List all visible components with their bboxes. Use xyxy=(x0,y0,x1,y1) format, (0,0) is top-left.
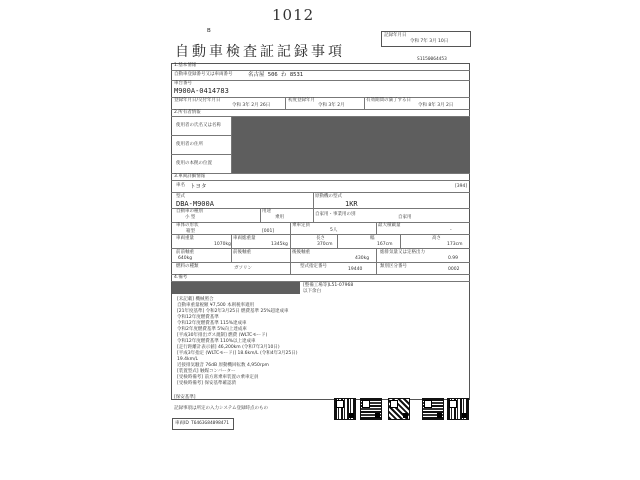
remarks-list xyxy=(177,298,327,388)
maker-value: トヨタ xyxy=(190,184,207,190)
expiry-value: 令和 8年 3月 2日 xyxy=(418,103,454,108)
section4-heading: 4.備考 xyxy=(174,275,188,280)
remark-right-1: [整備工場等]L51-07968 xyxy=(303,283,354,288)
width-label: 幅 xyxy=(370,236,375,241)
form-mark: B xyxy=(207,28,211,34)
remark-line: 近接排気騒音 76dB 原動機回転数 4,950rpm xyxy=(177,363,269,368)
qr-code-icon xyxy=(360,398,382,420)
maker-label: 車名 xyxy=(176,183,185,188)
front-axle-value: 640kg xyxy=(178,256,193,261)
init-reg-value: 令和 3年 2月 xyxy=(318,103,345,108)
remark-line: 令和2年度燃費基準 5%向上達成車 xyxy=(177,327,247,332)
displacement-value: 0.99 xyxy=(448,256,459,261)
max-load-label: 最大積載量 xyxy=(378,223,401,228)
model-label: 型式 xyxy=(176,194,185,199)
section2-heading: 2.所有者情報 xyxy=(174,110,201,115)
chassis-value: M900A-0414783 xyxy=(174,87,229,95)
height-value: 173cm xyxy=(447,242,463,247)
height-label: 高さ xyxy=(432,236,441,241)
record-date-value: 令和 7年 3月 10日 xyxy=(410,39,449,44)
purpose-label: 自家用・事業用の別 xyxy=(315,212,356,217)
car-id-label: 車両ID xyxy=(175,421,189,426)
car-id-value: T6463G84098471 xyxy=(191,421,229,426)
rear-axle-label: 後後軸重 xyxy=(292,250,310,255)
footer-section-note: [保安基準] xyxy=(174,395,196,400)
owner-redaction xyxy=(232,117,470,173)
base-label: 使用の本拠の位置 xyxy=(176,161,212,166)
type-no-value: 19440 xyxy=(348,267,363,272)
remark-line: [平成30年排出ガス規制] 燃費 (WLTCモード) xyxy=(177,333,268,338)
remark-right-2: 以下余白 xyxy=(303,289,321,294)
chassis-label: 車台番号 xyxy=(174,81,192,86)
address-label: 使用者の住所 xyxy=(176,142,203,147)
shape-label: 車体の形状 xyxy=(176,223,199,228)
weight-label: 車両重量 xyxy=(176,236,194,241)
kind-value: 小 型 xyxy=(185,215,196,220)
remark-line: 令和12年度燃費基準 xyxy=(177,315,219,320)
init-reg-label: 初度登録年月 xyxy=(288,98,315,103)
max-load-value: - xyxy=(450,228,452,233)
width-value: 167cm xyxy=(377,242,393,247)
remark-line: [受検時備考] 前方席乗車装置の乗車定員 xyxy=(177,375,259,380)
record-date-box xyxy=(381,31,471,47)
purpose-value: 自家用 xyxy=(398,215,412,220)
category-no-label: 類別区分番号 xyxy=(380,264,407,269)
remark-line: [受検時備考] 保安基準確認済 xyxy=(177,381,236,386)
remarks-redaction xyxy=(172,282,300,294)
length-label: 長さ xyxy=(316,236,325,241)
remark-line: 自動車重量税額 ¥7,500 本則税率適用 xyxy=(177,303,255,308)
remark-line: [走行距離計表示値] 46,200km (令和7年3月10日) xyxy=(177,345,280,350)
length-value: 370cm xyxy=(317,242,333,247)
fuel-label: 燃料の種類 xyxy=(176,264,199,269)
fuel-value: ガソリン xyxy=(234,266,252,271)
shape-value: 箱型 xyxy=(186,229,195,234)
rear-axle-value: 430kg xyxy=(355,256,370,261)
section1-heading: 1.基本情報 xyxy=(174,63,197,68)
qr-code-icon xyxy=(388,398,410,420)
section3-heading: 3.車両詳細情報 xyxy=(174,174,206,179)
use-label: 用途 xyxy=(262,209,271,214)
weight-value: 1070kg xyxy=(214,242,231,247)
qr-code-icon xyxy=(422,398,444,420)
serial-number: S1150064453 xyxy=(417,57,447,62)
qr-code-icon xyxy=(334,398,356,420)
rear-front-axle-label: 前後軸重 xyxy=(233,250,251,255)
car-id-box xyxy=(172,418,234,430)
first-reg-label: 登録年月日/交付年月日 xyxy=(174,98,221,103)
displacement-label: 総排気量又は定格出力 xyxy=(380,250,425,255)
qr-code-icon xyxy=(447,398,469,420)
document-title: 自動車検査証記録事項 xyxy=(175,44,345,60)
remark-line: [21年度基準] 令和2年3月25日 燃費基準 25%超達成車 xyxy=(177,309,289,314)
remark-line: [装置型式] 触媒コンバーター xyxy=(177,369,236,374)
shape-code: [001] xyxy=(262,229,275,234)
model-value: DBA-M900A xyxy=(176,200,214,208)
first-reg-value: 令和 3年 2月 26日 xyxy=(232,103,271,108)
capacity-value: 5人 xyxy=(330,228,338,233)
maker-code: [394] xyxy=(455,184,468,189)
gross-weight-value: 1345kg xyxy=(271,242,288,247)
print-note: 記録事項は所定の入力システム登録時点のもの xyxy=(174,406,269,411)
capacity-label: 乗車定員 xyxy=(292,223,310,228)
expiry-label: 有効期間の満了する日 xyxy=(366,98,411,103)
engine-label: 原動機の型式 xyxy=(315,194,342,199)
remark-line: 令和12年度燃費基準 110%以上達成車 xyxy=(177,339,256,344)
handwritten-number: 1012 xyxy=(272,6,315,24)
record-date-label: 記録年月日 xyxy=(384,33,407,38)
gross-weight-label: 車両総重量 xyxy=(233,236,256,241)
kind-label: 自動車の種別 xyxy=(176,209,203,214)
remark-line: [平成3年指定 (WLTCモード)] 18.6km/L (令和4年3月25日) xyxy=(177,351,298,356)
type-no-label: 型式指定番号 xyxy=(300,264,327,269)
remark-line: 19.4km/L xyxy=(177,357,199,362)
reg-label: 自動車登録番号又は車両番号 xyxy=(174,72,233,77)
front-axle-label: 前前軸重 xyxy=(176,250,194,255)
category-no-value: 0002 xyxy=(448,267,460,272)
use-value: 乗用 xyxy=(275,215,284,220)
remark-line: [未記載] 機械照合 xyxy=(177,297,214,302)
remark-line: 令和12年度燃費基準 115%達成車 xyxy=(177,321,247,326)
engine-value: 1KR xyxy=(345,200,358,208)
owner-label: 使用者の氏名又は名称 xyxy=(176,123,221,128)
reg-value: 名古屋 506 わ 8531 xyxy=(248,72,304,78)
